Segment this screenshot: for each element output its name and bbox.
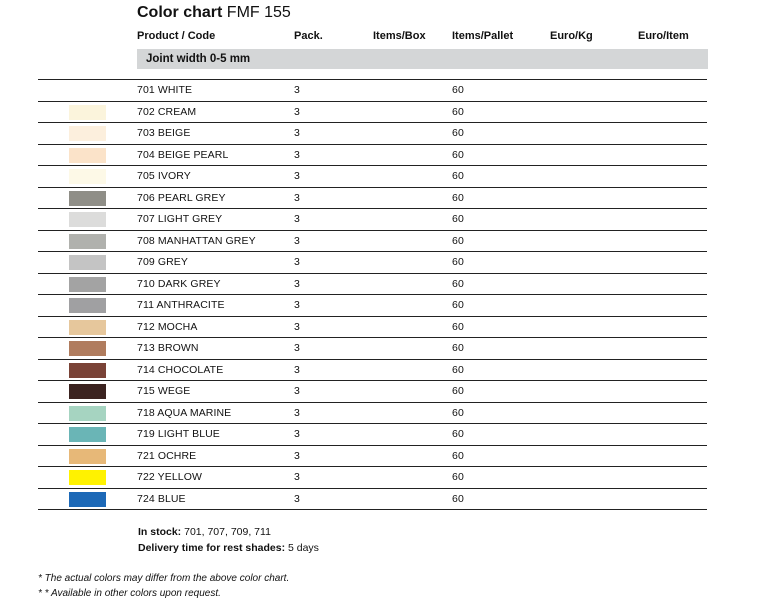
in-stock-line bbox=[138, 524, 319, 540]
pack-value: 3 bbox=[294, 148, 300, 161]
footnote-2: * * Available in other colors upon request. bbox=[38, 588, 221, 599]
pack-value: 3 bbox=[294, 320, 300, 333]
pack-value: 3 bbox=[294, 127, 300, 139]
table-row bbox=[38, 337, 707, 359]
table-row bbox=[38, 380, 707, 402]
stock-notes bbox=[138, 524, 319, 556]
header-product: Product / Code bbox=[137, 30, 216, 42]
product-name: 707 LIGHT GREY bbox=[137, 213, 223, 225]
product-name: 719 LIGHT BLUE bbox=[137, 428, 220, 440]
footnotes bbox=[38, 571, 289, 601]
items-pallet-value: 60 bbox=[452, 320, 464, 333]
pack-value: 3 bbox=[294, 471, 300, 483]
product-name: 705 IVORY bbox=[137, 170, 191, 182]
product-name: 713 BROWN bbox=[137, 342, 199, 354]
table-row bbox=[38, 488, 707, 511]
table-row bbox=[38, 208, 707, 230]
product-name: 714 CHOCOLATE bbox=[137, 363, 224, 376]
pack-value: 3 bbox=[294, 449, 300, 462]
color-table bbox=[38, 79, 707, 510]
items-pallet-value: 60 bbox=[452, 277, 464, 290]
color-swatch bbox=[69, 255, 106, 270]
table-row bbox=[38, 230, 707, 252]
color-swatch bbox=[69, 492, 106, 507]
product-name: 708 MANHATTAN GREY bbox=[137, 234, 256, 247]
items-pallet-value: 60 bbox=[452, 170, 464, 182]
color-swatch bbox=[69, 384, 106, 399]
table-row bbox=[38, 316, 707, 338]
color-swatch bbox=[69, 83, 106, 98]
table-row bbox=[38, 165, 707, 187]
page-title bbox=[137, 4, 291, 22]
items-pallet-value: 60 bbox=[452, 148, 464, 161]
pack-value: 3 bbox=[294, 299, 300, 311]
product-name: 721 OCHRE bbox=[137, 449, 197, 462]
pack-value: 3 bbox=[294, 277, 300, 290]
product-name: 706 PEARL GREY bbox=[137, 191, 226, 204]
items-pallet-value: 60 bbox=[452, 492, 464, 505]
items-pallet-value: 60 bbox=[452, 105, 464, 118]
items-pallet-value: 60 bbox=[452, 471, 464, 483]
color-swatch bbox=[69, 449, 106, 464]
pack-value: 3 bbox=[294, 385, 300, 397]
table-row bbox=[38, 122, 707, 144]
product-name: 724 BLUE bbox=[137, 492, 186, 505]
table-row bbox=[38, 402, 707, 424]
table-row bbox=[38, 466, 707, 488]
in-stock-label: In stock: bbox=[138, 526, 182, 538]
section-header: Joint width 0-5 mm bbox=[137, 49, 708, 69]
color-swatch bbox=[69, 191, 106, 206]
pack-value: 3 bbox=[294, 492, 300, 505]
items-pallet-value: 60 bbox=[452, 428, 464, 440]
pack-value: 3 bbox=[294, 256, 300, 268]
delivery-value: 5 days bbox=[287, 542, 319, 554]
header-items-pallet: Items/Pallet bbox=[452, 30, 514, 42]
color-swatch bbox=[69, 470, 106, 485]
items-pallet-value: 60 bbox=[452, 363, 464, 376]
pack-value: 3 bbox=[294, 234, 300, 247]
items-pallet-value: 60 bbox=[452, 256, 464, 268]
delivery-label: Delivery time for rest shades: bbox=[138, 542, 286, 554]
in-stock-value: 701, 707, 709, 711 bbox=[184, 526, 271, 538]
pack-value: 3 bbox=[294, 84, 300, 96]
table-row bbox=[38, 423, 707, 445]
color-swatch bbox=[69, 126, 106, 141]
pack-value: 3 bbox=[294, 213, 300, 225]
items-pallet-value: 60 bbox=[452, 191, 464, 204]
header-euro-item: Euro/Item bbox=[638, 30, 689, 42]
pack-value: 3 bbox=[294, 342, 300, 354]
product-name: 711 ANTHRACITE bbox=[137, 299, 225, 311]
pack-value: 3 bbox=[294, 406, 300, 419]
items-pallet-value: 60 bbox=[452, 449, 464, 462]
product-name: 722 YELLOW bbox=[137, 471, 203, 483]
color-swatch bbox=[69, 298, 106, 313]
pack-value: 3 bbox=[294, 105, 300, 118]
color-swatch bbox=[69, 148, 106, 163]
product-name: 701 WHITE bbox=[137, 84, 193, 96]
items-pallet-value: 60 bbox=[452, 299, 464, 311]
pack-value: 3 bbox=[294, 363, 300, 376]
product-name: 709 GREY bbox=[137, 256, 188, 268]
items-pallet-value: 60 bbox=[452, 234, 464, 247]
color-swatch bbox=[69, 169, 106, 184]
table-row bbox=[38, 251, 707, 273]
product-name: 704 BEIGE PEARL bbox=[137, 148, 229, 161]
color-swatch bbox=[69, 406, 106, 421]
table-row bbox=[38, 294, 707, 316]
delivery-line bbox=[138, 540, 319, 556]
table-row bbox=[38, 359, 707, 381]
table-row bbox=[38, 273, 707, 295]
table-row bbox=[38, 79, 707, 101]
color-swatch bbox=[69, 341, 106, 356]
header-pack: Pack. bbox=[294, 30, 323, 42]
color-swatch bbox=[69, 212, 106, 227]
items-pallet-value: 60 bbox=[452, 342, 464, 354]
items-pallet-value: 60 bbox=[452, 127, 464, 139]
items-pallet-value: 60 bbox=[452, 385, 464, 397]
items-pallet-value: 60 bbox=[452, 213, 464, 225]
product-name: 703 BEIGE bbox=[137, 127, 191, 139]
pack-value: 3 bbox=[294, 191, 300, 204]
color-swatch bbox=[69, 320, 106, 335]
product-name: 712 MOCHA bbox=[137, 320, 198, 333]
color-swatch bbox=[69, 234, 106, 249]
header-items-box: Items/Box bbox=[373, 30, 426, 42]
title-code: FMF 155 bbox=[226, 4, 291, 21]
product-name: 715 WEGE bbox=[137, 385, 191, 397]
items-pallet-value: 60 bbox=[452, 406, 464, 419]
table-row bbox=[38, 187, 707, 209]
footnote-1: * The actual colors may differ from the above color chart. bbox=[38, 573, 290, 584]
title-bold: Color chart bbox=[137, 4, 223, 21]
color-swatch bbox=[69, 427, 106, 442]
product-name: 702 CREAM bbox=[137, 105, 197, 118]
product-name: 710 DARK GREY bbox=[137, 277, 221, 290]
table-row bbox=[38, 144, 707, 166]
items-pallet-value: 60 bbox=[452, 84, 464, 96]
color-swatch bbox=[69, 363, 106, 378]
color-swatch bbox=[69, 277, 106, 292]
pack-value: 3 bbox=[294, 170, 300, 182]
table-row bbox=[38, 445, 707, 467]
header-euro-kg: Euro/Kg bbox=[550, 30, 593, 42]
table-row bbox=[38, 101, 707, 123]
product-name: 718 AQUA MARINE bbox=[137, 406, 232, 419]
color-swatch bbox=[69, 105, 106, 120]
pack-value: 3 bbox=[294, 428, 300, 440]
